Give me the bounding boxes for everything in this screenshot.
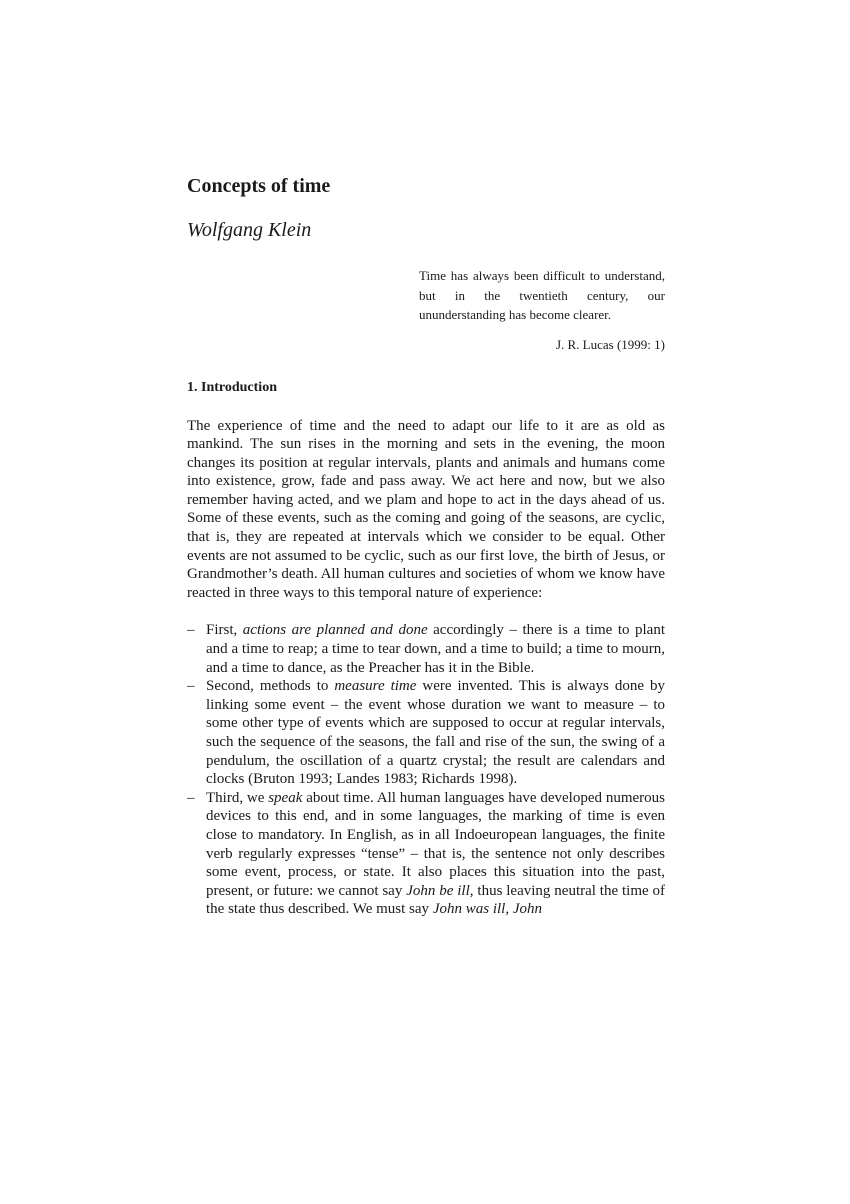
list-item-text: Third, we [206, 789, 269, 806]
intro-paragraph: The experience of time and the need to adapt our life to it are as old as mankind. The sun rises in the morning and sets in the evening, the moon changes its position at regular intervals, plants and animals and humans come into existence, grow, fade and pass away. We act here and now, but we also remember having acted, and we plam and hope to act in the days ahead of us. Some of these events, such as the coming and going of the seasons, are cyclic, that is, they are repeated at intervals which we consider to be equal. Other events are not assumed to be cyclic, such as our first love, the birth of Jesus, or Grandmother’s death. All human cultures and societies of whom we know have reacted in three ways to this temporal nature of experience: [187, 417, 665, 601]
epigraph [419, 266, 665, 354]
epigraph-text: Time has always been difficult to understand, but in the twentieth century, our ununderstanding has become clearer. [419, 268, 665, 322]
article-author: Wolfgang Klein [187, 219, 312, 241]
list-item-text: about time. All human languages have developed numerous devices to this end, and in some languages, the marking of time is even close to mandatory. In English, as in all Indoeuropean languages, the finite verb regularly expresses “tense” – that is, the sentence not only describes some event, process, or state. It also places this situation into the past, present, or future: we cannot say [206, 789, 665, 899]
list-item-emphasis: John be ill [406, 882, 470, 899]
dash-bullet: – [187, 622, 195, 639]
list-item-emphasis: measure time [334, 678, 417, 695]
list-item-emphasis: actions are planned and done [242, 622, 428, 639]
list-item-text: were invented. This is always done by linking some event – the event whose duration we want to measure – to some other type of events which are supposed to occur at regular intervals, such the sequence of the seasons, the fall and rise of the sun, the swing of a pendulum, the oscillation of a quartz crystal; the result are calendars and clocks (Bruton 1993; Landes 1983; Richards 1998). [206, 678, 666, 788]
section-heading: 1. Introduction [187, 379, 277, 395]
list-item-text: First, [206, 622, 243, 639]
list-item-emphasis: John was ill, John [432, 901, 542, 918]
article-title: Concepts of time [187, 175, 331, 197]
page-content [187, 172, 665, 935]
list-item-text: accordingly – there is a time to plant and a time to reap; a time to tear down, and a time to build; a time to mourn, and a time to dance, as the Preacher has it in the Bible. [206, 622, 665, 676]
dash-bullet: – [187, 678, 195, 695]
epigraph-source: J. R. Lucas (1999: 1) [555, 336, 665, 352]
list-item-text: Second, methods to [206, 678, 335, 695]
list-item-text: , thus leaving neutral the time of the state thus described. We must say [206, 882, 666, 918]
list-item [187, 621, 665, 677]
bullet-list [187, 621, 665, 919]
list-item [187, 789, 665, 919]
dash-bullet: – [187, 789, 195, 806]
list-item [187, 677, 665, 789]
list-item-emphasis: speak [268, 789, 303, 806]
